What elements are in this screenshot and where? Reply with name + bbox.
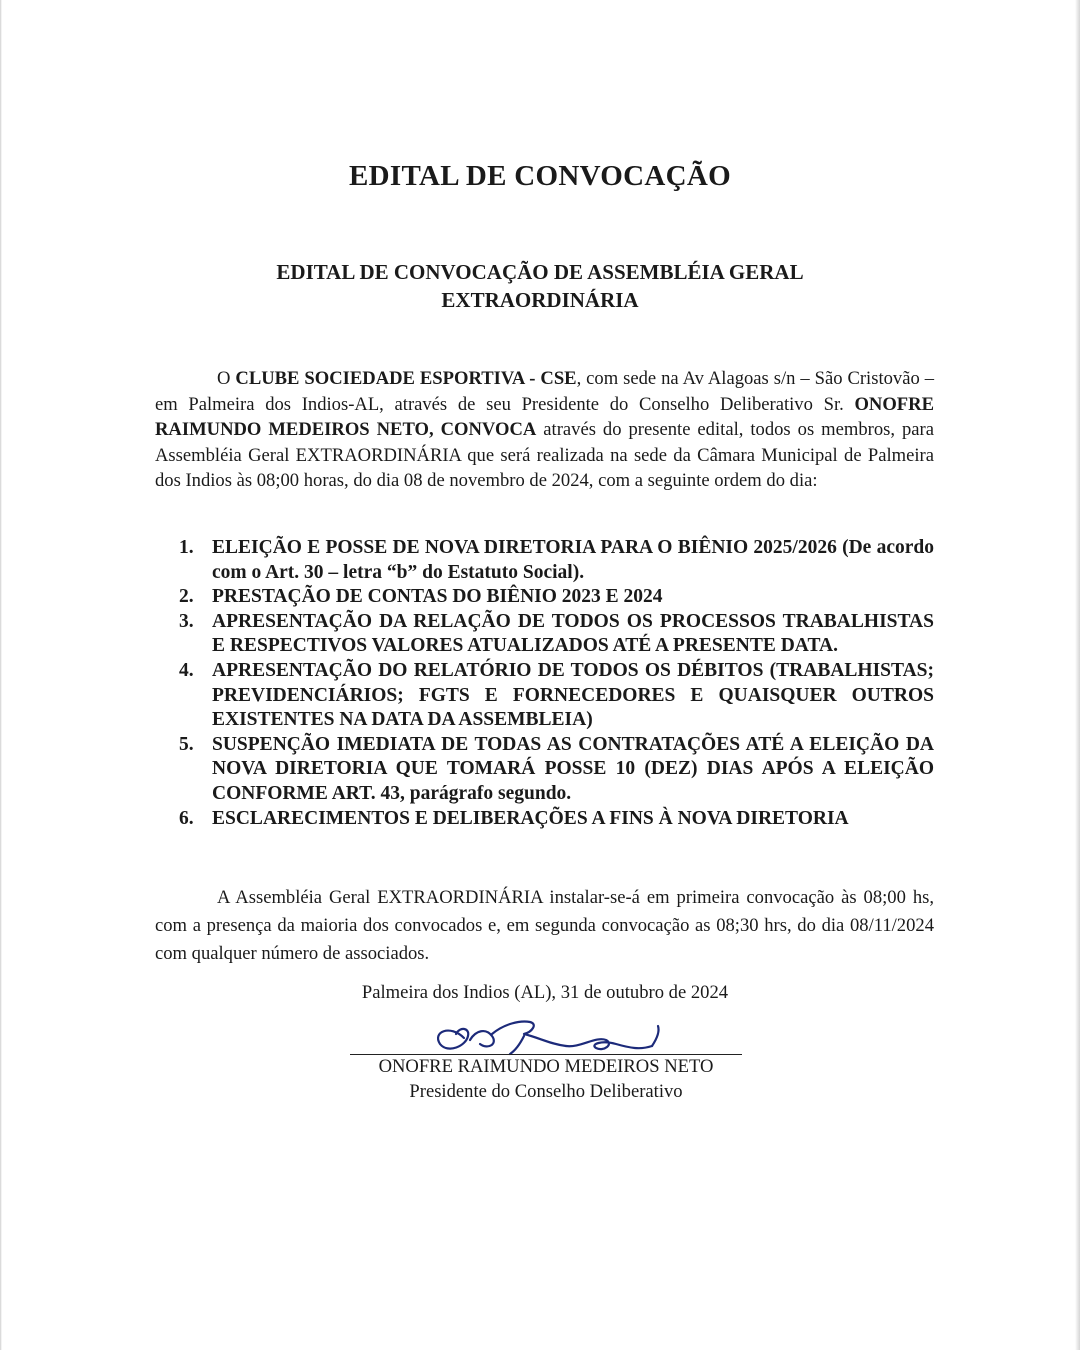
handwritten-signature-icon	[420, 1010, 680, 1060]
subtitle-line-2: EXTRAORDINÁRIA	[441, 288, 639, 312]
document-title: EDITAL DE CONVOCAÇÃO	[349, 160, 731, 192]
agenda-item	[155, 585, 934, 610]
document-subtitle	[220, 258, 860, 314]
agenda-list	[155, 536, 934, 831]
place-and-date: Palmeira dos Indios (AL), 31 de outubro de 2024	[361, 982, 729, 1003]
president-name: ONOFRE RAIMUNDO MEDEIROS NETO, CONVOCA	[155, 393, 934, 441]
signature-line	[350, 1054, 742, 1055]
agenda-item-text: SUSPENÇÃO IMEDIATA DE TODAS AS CONTRATAÇÕES ATÉ A ELEIÇÃO DA NOVA DIRETORIA QUE TOMARÁ POSSE 10 (DEZ) DIAS APÓS A ELEIÇÃO CONFORME ART. 43, parágrafo segundo.	[212, 733, 934, 804]
agenda-item	[155, 536, 934, 585]
agenda-item-text: PRESTAÇÃO DE CONTAS DO BIÊNIO 2023 E 2024	[212, 586, 663, 608]
agenda-item	[155, 807, 934, 832]
agenda-item-number: 3.	[179, 610, 194, 632]
agenda-item-text: APRESENTAÇÃO DO RELATÓRIO DE TODOS OS DÉBITOS (TRABALHISTAS; PREVIDENCIÁRIOS; FGTS E FORNECEDORES E QUAISQUER OUTROS EXISTENTES NA DATA DA ASSEMBLEIA)	[212, 659, 934, 731]
signer-name: ONOFRE RAIMUNDO MEDEIROS NETO	[378, 1056, 714, 1077]
intro-part-1: O	[217, 368, 236, 389]
agenda-item-text: APRESENTAÇÃO DA RELAÇÃO DE TODOS OS PROCESSOS TRABALHISTAS E RESPECTIVOS VALORES ATUALIZADOS ATÉ A PRESENTE DATA.	[212, 610, 934, 657]
intro-part-2: , com sede na Av Alagoas s/n – São Cristovão – em Palmeira dos Indios-AL, através de seu Presidente do Conselho Deliberativo Sr.	[155, 368, 935, 415]
intro-part-3: através do presente edital, todos os membros, para Assembléia Geral EXTRAORDINÁRIA que será realizada na sede da Câmara Municipal de Palmeira dos Indios às 08;00 horas, do dia 08 de novembro de 2024, com a seguinte ordem do dia:	[155, 419, 934, 492]
subtitle-line-1: EDITAL DE CONVOCAÇÃO DE ASSEMBLÉIA GERAL	[276, 260, 804, 284]
intro-paragraph	[155, 366, 934, 494]
agenda-item	[155, 733, 934, 807]
signer-role: Presidente do Conselho Deliberativo	[409, 1081, 683, 1102]
agenda-item-number: 4.	[179, 659, 194, 681]
agenda-item-text: ELEIÇÃO E POSSE DE NOVA DIRETORIA PARA O BIÊNIO 2025/2026 (De acordo com o Art. 30 – letra “b” do Estatuto Social).	[212, 537, 934, 583]
scan-left-edge	[0, 0, 2, 1350]
agenda-item-number: 5.	[179, 733, 194, 755]
agenda-item-number: 6.	[179, 807, 194, 829]
closing-paragraph: A Assembléia Geral EXTRAORDINÁRIA instalar-se-á em primeira convocação às 08;00 hs, com a presença da maioria dos convocados e, em segunda convocação as 08;30 hrs, do dia 08/11/2024 com qualquer número de associados.	[155, 887, 934, 964]
agenda-item-text: ESCLARECIMENTOS E DELIBERAÇÕES A FINS À NOVA DIRETORIA	[212, 807, 849, 829]
agenda-item	[155, 659, 934, 733]
agenda-item	[155, 610, 934, 659]
agenda-item-number: 1.	[179, 537, 194, 558]
club-name: CLUBE SOCIEDADE ESPORTIVA - CSE	[235, 368, 577, 389]
scan-right-edge	[1075, 0, 1080, 1350]
agenda-item-number: 2.	[179, 586, 194, 608]
